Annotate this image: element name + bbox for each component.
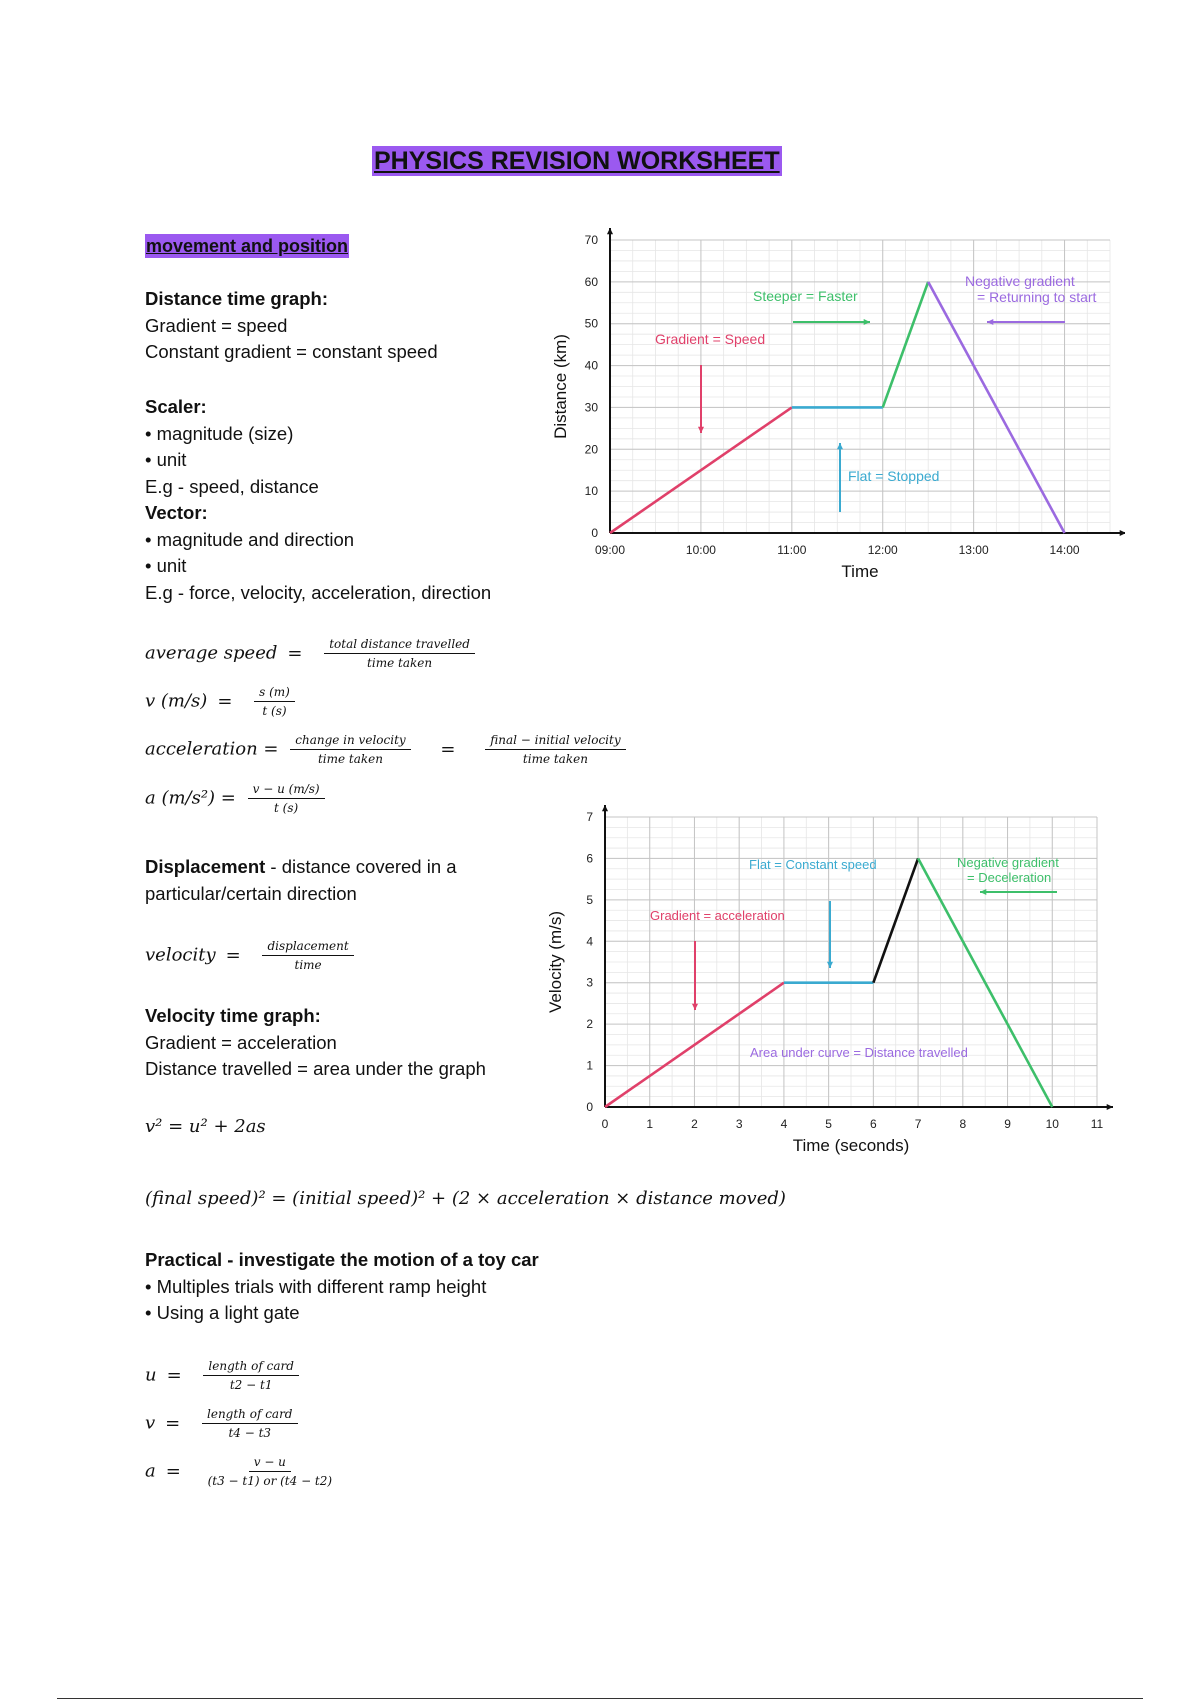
formula-suvat-words: (final speed)² = (initial speed)² + (2 × acceleration × distance moved) (145, 1188, 786, 1209)
fraction: $\frac{s (m)}{t (s)}$ (254, 684, 295, 719)
x-tick-label: 5 (825, 1117, 832, 1131)
scaler-heading: Scaler: (145, 396, 207, 417)
formula-acceleration: acceleration = $\frac{\text{change in velocity}}{\text{time taken}}$ = $\frac{\text{final − initial velocity}}{\text{time taken}}$ (145, 732, 632, 767)
x-tick-label: 0 (601, 1117, 609, 1131)
y-tick-label: 3 (586, 975, 593, 990)
y-tick-label: 70 (584, 233, 598, 247)
displacement-term: Displacement (145, 856, 266, 877)
annotation-arrow-head (827, 962, 833, 968)
vector-line: • unit (145, 555, 187, 576)
fraction: $\frac{\text{final − initial velocity}}{\text{time taken}}$ (485, 732, 625, 767)
y-tick-label: 1 (586, 1058, 593, 1073)
y-tick-label: 4 (586, 934, 593, 949)
practical-heading: Practical - investigate the motion of a toy car (145, 1249, 539, 1270)
page-title: PHYSICS REVISION WORKSHEET (374, 147, 780, 175)
annotation-arrow-head (698, 427, 704, 433)
practical-line: • Multiples trials with different ramp height (145, 1275, 487, 1297)
formula-v-lightgate: v = $\frac{\text{length of card}}{t4 - t3}$ (145, 1406, 304, 1441)
vt-line: Gradient = acceleration (145, 1031, 337, 1053)
x-tick-label: 9 (1004, 1117, 1011, 1131)
annotation-arrow-head (692, 1004, 698, 1010)
displacement-notes: Displacement - distance covered in a particular/certain direction (145, 856, 457, 904)
formula-velocity: velocity = $\frac{\text{displacement}}{\text{time}}$ (145, 938, 360, 973)
y-axis-head (607, 228, 613, 234)
x-tick-label: 10 (1045, 1117, 1059, 1131)
y-tick-label: 40 (584, 358, 598, 373)
fraction: $\frac{\text{length of card}}{t2 - t1}$ (203, 1358, 299, 1393)
annotation-label: = Deceleration (967, 870, 1052, 885)
x-tick-label: 09:00 (594, 543, 626, 557)
annotation-label: Negative gradient (957, 855, 1059, 870)
x-tick-label: 11 (1090, 1117, 1104, 1131)
vt-line: Distance travelled = area under the graph (145, 1058, 486, 1079)
practical-notes (145, 1247, 539, 1327)
dt-line: Gradient = speed (145, 314, 288, 336)
fraction: $\frac{v - u}{(t3 - t1) or (t4 - t2)}$ (207, 1455, 333, 1488)
x-axis-head (1120, 530, 1125, 536)
vt-heading: Velocity time graph: (145, 1005, 321, 1026)
vector-line: E.g - force, velocity, acceleration, direction (145, 581, 492, 603)
scaler-vector-notes (145, 394, 491, 606)
x-tick-label: 6 (870, 1117, 877, 1131)
formula-speed: v (m/s) = $\frac{s (m)}{t (s)}$ (145, 684, 301, 719)
x-tick-label: 1 (646, 1117, 654, 1131)
y-tick-label: 6 (586, 851, 593, 866)
y-tick-label: 7 (586, 810, 593, 824)
annotation-label: Negative gradient (965, 273, 1075, 289)
x-tick-label: 8 (959, 1117, 967, 1131)
fraction: $\frac{\text{change in velocity}}{\text{time taken}}$ (290, 732, 410, 767)
scaler-line: • magnitude (size) (145, 422, 294, 444)
dt-line: Constant gradient = constant speed (145, 341, 438, 362)
y-axis-label: Velocity (m/s) (546, 910, 565, 1014)
x-axis-head (1107, 1104, 1113, 1110)
annotation-label: Gradient = acceleration (650, 908, 785, 923)
x-tick-label: 12:00 (867, 543, 898, 557)
y-tick-label: 0 (586, 1100, 593, 1114)
formula-a-units: a (m/s²) = $\frac{v - u (m/s)}{t (s)}$ (145, 781, 331, 816)
formula-u-lightgate: u = $\frac{\text{length of card}}{t2 - t1}$ (145, 1358, 305, 1393)
scaler-line: E.g - speed, distance (145, 475, 319, 497)
y-tick-label: 30 (584, 400, 598, 415)
y-tick-label: 50 (584, 316, 598, 331)
annotation-label: Gradient = Speed (655, 331, 766, 347)
practical-line: • Using a light gate (145, 1302, 300, 1323)
velocity-time-chart (545, 805, 1125, 1170)
x-tick-label: 3 (735, 1117, 743, 1131)
y-axis-head (602, 805, 608, 811)
fraction: $\frac{v - u (m/s)}{t (s)}$ (248, 781, 325, 816)
y-tick-label: 0 (591, 526, 598, 540)
x-tick-label: 14:00 (1049, 543, 1080, 557)
fraction: $\frac{\text{length of card}}{t4 - t3}$ (202, 1406, 298, 1441)
fraction: $\frac{\text{total distance travelled}}{\text{time taken}}$ (324, 636, 475, 671)
y-tick-label: 5 (586, 892, 593, 907)
y-tick-label: 60 (584, 274, 598, 289)
x-tick-label: 13:00 (958, 543, 989, 557)
formula-suvat: v² = u² + 2as (145, 1116, 266, 1137)
annotation-label: Area under curve = Distance travelled (750, 1045, 968, 1060)
annotation-label: Flat = Stopped (848, 468, 940, 484)
dt-notes (145, 286, 438, 366)
y-tick-label: 20 (584, 442, 598, 457)
annotation-arrow-head (837, 443, 843, 449)
x-tick-label: 10:00 (685, 543, 716, 557)
y-tick-label: 2 (586, 1017, 593, 1032)
x-tick-label: 2 (691, 1117, 698, 1131)
y-axis-label: Distance (km) (551, 334, 570, 439)
vector-line: • magnitude and direction (145, 528, 355, 550)
x-tick-label: 4 (780, 1117, 788, 1131)
formula-average-speed: average speed = $\frac{\text{total distance travelled}}{\text{time taken}}$ (145, 636, 481, 671)
annotation-label: Steeper = Faster (753, 288, 858, 304)
vector-heading: Vector: (145, 502, 208, 523)
footer-rule (57, 1698, 1143, 1699)
vt-notes (145, 1003, 486, 1083)
formula-a-lightgate: a = $\frac{v - u}{(t3 - t1) or (t4 - t2)}$ (145, 1454, 343, 1489)
annotation-label: = Returning to start (977, 289, 1097, 305)
annotation-label: Flat = Constant speed (749, 857, 877, 872)
section-heading: movement and position (146, 236, 349, 256)
x-axis-label: Time (seconds) (792, 1136, 910, 1155)
scaler-line: • unit (145, 449, 187, 470)
distance-time-chart (545, 228, 1125, 593)
x-tick-label: 7 (914, 1117, 922, 1131)
x-axis-label: Time (841, 562, 879, 581)
dt-heading: Distance time graph: (145, 288, 328, 309)
y-tick-label: 10 (584, 484, 598, 499)
fraction: $\frac{\text{displacement}}{\text{time}}$ (262, 938, 353, 973)
x-tick-label: 11:00 (777, 543, 807, 557)
